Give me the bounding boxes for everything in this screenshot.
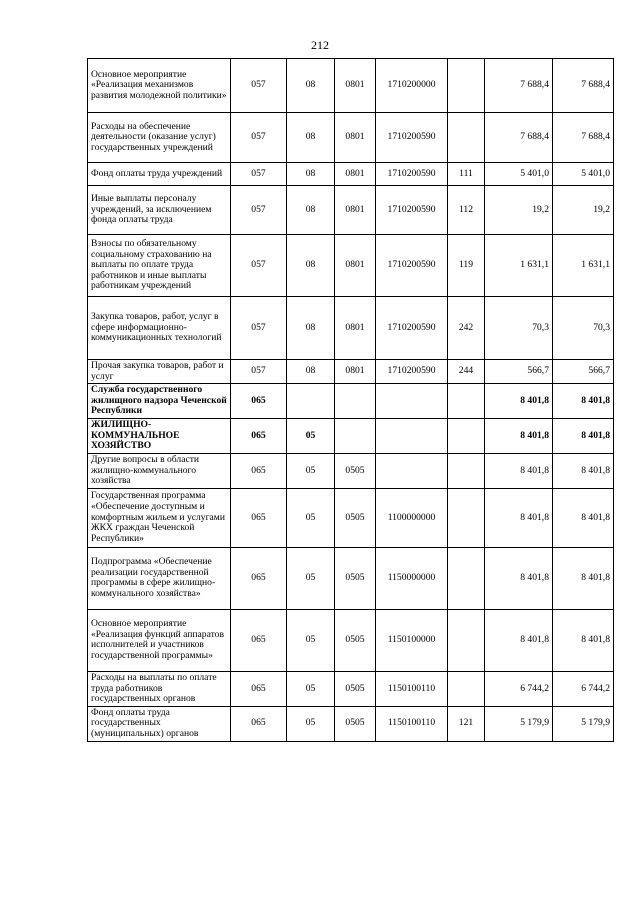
subsection-code-cell [335, 384, 376, 419]
ved-code-cell: 057 [231, 59, 287, 113]
ved-code-cell: 065 [231, 706, 287, 741]
target-article-code-cell: 1710200590 [376, 235, 448, 297]
expense-type-code-cell [448, 609, 485, 671]
amount-2-cell: 5 401,0 [553, 163, 614, 186]
table-row [88, 59, 614, 113]
row-name-cell: Прочая закупка товаров, работ и услуг [88, 360, 231, 384]
table-body [88, 59, 614, 742]
table-row [88, 360, 614, 384]
amount-2-cell: 70,3 [553, 297, 614, 360]
section-code-cell: 08 [287, 163, 335, 186]
subsection-code-cell: 0505 [335, 488, 376, 547]
subsection-code-cell: 0801 [335, 360, 376, 384]
subsection-code-cell: 0505 [335, 706, 376, 741]
amount-2-cell: 8 401,8 [553, 488, 614, 547]
amount-1-cell: 5 401,0 [485, 163, 553, 186]
ved-code-cell: 065 [231, 384, 287, 419]
page-number: 212 [311, 38, 329, 52]
amount-2-cell: 1 631,1 [553, 235, 614, 297]
target-article-code-cell: 1150100000 [376, 609, 448, 671]
amount-2-cell: 6 744,2 [553, 671, 614, 706]
expense-type-code-cell: 242 [448, 297, 485, 360]
table-row [88, 186, 614, 235]
amount-2-cell: 5 179,9 [553, 706, 614, 741]
table-row [88, 235, 614, 297]
amount-1-cell: 8 401,8 [485, 547, 553, 609]
target-article-code-cell [376, 418, 448, 453]
subsection-code-cell: 0801 [335, 163, 376, 186]
amount-1-cell: 6 744,2 [485, 671, 553, 706]
target-article-code-cell [376, 453, 448, 488]
row-name-cell: Другие вопросы в области жилищно-коммунального хозяйства [88, 453, 231, 488]
expense-type-code-cell: 119 [448, 235, 485, 297]
subsection-code-cell: 0505 [335, 453, 376, 488]
amount-1-cell: 1 631,1 [485, 235, 553, 297]
table-row [88, 418, 614, 453]
table-row [88, 297, 614, 360]
amount-2-cell: 8 401,8 [553, 609, 614, 671]
ved-code-cell: 057 [231, 163, 287, 186]
amount-2-cell: 19,2 [553, 186, 614, 235]
ved-code-cell: 065 [231, 609, 287, 671]
expense-type-code-cell [448, 384, 485, 419]
section-code-cell: 05 [287, 671, 335, 706]
section-code-cell: 05 [287, 609, 335, 671]
section-code-cell: 05 [287, 453, 335, 488]
ved-code-cell: 065 [231, 418, 287, 453]
expense-type-code-cell [448, 453, 485, 488]
amount-1-cell: 8 401,8 [485, 418, 553, 453]
target-article-code-cell: 1710200590 [376, 113, 448, 163]
amount-1-cell: 5 179,9 [485, 706, 553, 741]
target-article-code-cell: 1710200590 [376, 186, 448, 235]
amount-1-cell: 566,7 [485, 360, 553, 384]
amount-2-cell: 566,7 [553, 360, 614, 384]
table-row [88, 163, 614, 186]
expense-type-code-cell [448, 547, 485, 609]
amount-1-cell: 70,3 [485, 297, 553, 360]
subsection-code-cell: 0505 [335, 609, 376, 671]
subsection-code-cell: 0801 [335, 235, 376, 297]
section-code-cell: 05 [287, 547, 335, 609]
amount-2-cell: 8 401,8 [553, 384, 614, 419]
row-name-cell: Закупка товаров, работ, услуг в сфере информационно-коммуникационных технологий [88, 297, 231, 360]
section-code-cell: 08 [287, 235, 335, 297]
amount-1-cell: 8 401,8 [485, 453, 553, 488]
row-name-cell: Фонд оплаты труда учреждений [88, 163, 231, 186]
row-name-cell: Основное мероприятие «Реализация механизмов развития молодежной политики» [88, 59, 231, 113]
row-name-cell: ЖИЛИЩНО-КОММУНАЛЬНОЕ ХОЗЯЙСТВО [88, 418, 231, 453]
ved-code-cell: 057 [231, 186, 287, 235]
ved-code-cell: 065 [231, 488, 287, 547]
table-row [88, 609, 614, 671]
table-row [88, 384, 614, 419]
target-article-code-cell: 1710200000 [376, 59, 448, 113]
subsection-code-cell: 0505 [335, 547, 376, 609]
amount-1-cell: 8 401,8 [485, 488, 553, 547]
section-code-cell: 08 [287, 113, 335, 163]
target-article-code-cell: 1710200590 [376, 360, 448, 384]
target-article-code-cell [376, 384, 448, 419]
ved-code-cell: 057 [231, 297, 287, 360]
amount-1-cell: 19,2 [485, 186, 553, 235]
row-name-cell: Иные выплаты персоналу учреждений, за исключением фонда оплаты труда [88, 186, 231, 235]
target-article-code-cell: 1710200590 [376, 297, 448, 360]
ved-code-cell: 057 [231, 360, 287, 384]
expense-type-code-cell [448, 418, 485, 453]
amount-1-cell: 8 401,8 [485, 384, 553, 419]
subsection-code-cell: 0505 [335, 671, 376, 706]
table-row [88, 706, 614, 741]
subsection-code-cell: 0801 [335, 186, 376, 235]
target-article-code-cell: 1150000000 [376, 547, 448, 609]
section-code-cell: 08 [287, 360, 335, 384]
amount-2-cell: 8 401,8 [553, 453, 614, 488]
amount-2-cell: 7 688,4 [553, 113, 614, 163]
target-article-code-cell: 1150100110 [376, 706, 448, 741]
expense-type-code-cell [448, 488, 485, 547]
row-name-cell: Расходы на обеспечение деятельности (оказание услуг) государственных учреждений [88, 113, 231, 163]
amount-2-cell: 7 688,4 [553, 59, 614, 113]
target-article-code-cell: 1710200590 [376, 163, 448, 186]
table-row [88, 453, 614, 488]
subsection-code-cell: 0801 [335, 59, 376, 113]
row-name-cell: Фонд оплаты труда государственных (муниципальных) органов [88, 706, 231, 741]
ved-code-cell: 057 [231, 113, 287, 163]
section-code-cell: 05 [287, 418, 335, 453]
subsection-code-cell: 0801 [335, 113, 376, 163]
amount-1-cell: 7 688,4 [485, 59, 553, 113]
ved-code-cell: 065 [231, 671, 287, 706]
ved-code-cell: 057 [231, 235, 287, 297]
row-name-cell: Подпрограмма «Обеспечение реализации государственной программы в сфере жилищно-коммунального хозяйства» [88, 547, 231, 609]
expense-type-code-cell: 244 [448, 360, 485, 384]
expense-type-code-cell [448, 59, 485, 113]
section-code-cell: 08 [287, 186, 335, 235]
amount-2-cell: 8 401,8 [553, 547, 614, 609]
row-name-cell: Взносы по обязательному социальному страхованию на выплаты по оплате труда работников и иные выплаты работникам учреждений [88, 235, 231, 297]
expense-type-code-cell: 111 [448, 163, 485, 186]
target-article-code-cell: 1100000000 [376, 488, 448, 547]
expense-type-code-cell: 121 [448, 706, 485, 741]
section-code-cell: 05 [287, 706, 335, 741]
table-row [88, 671, 614, 706]
expense-type-code-cell [448, 113, 485, 163]
amount-1-cell: 8 401,8 [485, 609, 553, 671]
amount-1-cell: 7 688,4 [485, 113, 553, 163]
row-name-cell: Основное мероприятие «Реализация функций аппаратов исполнителей и участников государственной программы» [88, 609, 231, 671]
subsection-code-cell [335, 418, 376, 453]
table-row [88, 547, 614, 609]
ved-code-cell: 065 [231, 547, 287, 609]
budget-table [87, 58, 614, 742]
subsection-code-cell: 0801 [335, 297, 376, 360]
amount-2-cell: 8 401,8 [553, 418, 614, 453]
row-name-cell: Расходы на выплаты по оплате труда работников государственных органов [88, 671, 231, 706]
target-article-code-cell: 1150100110 [376, 671, 448, 706]
ved-code-cell: 065 [231, 453, 287, 488]
row-name-cell: Служба государственного жилищного надзора Чеченской Республики [88, 384, 231, 419]
section-code-cell: 08 [287, 297, 335, 360]
section-code-cell [287, 384, 335, 419]
table-row [88, 488, 614, 547]
section-code-cell: 08 [287, 59, 335, 113]
section-code-cell: 05 [287, 488, 335, 547]
expense-type-code-cell: 112 [448, 186, 485, 235]
row-name-cell: Государственная программа «Обеспечение доступным и комфортным жильем и услугами ЖКХ граждан Чеченской Республики» [88, 488, 231, 547]
table-row [88, 113, 614, 163]
expense-type-code-cell [448, 671, 485, 706]
